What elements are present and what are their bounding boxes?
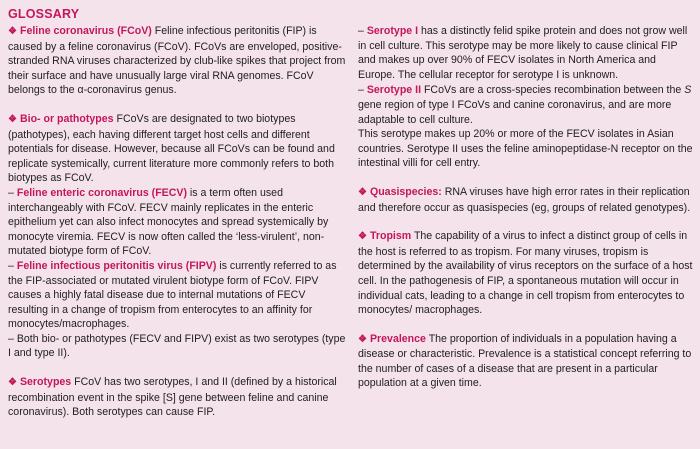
entry-tropism [358,229,694,318]
definition-fcov: Feline infectious peritonitis (FIP) is caused by a feline coronavirus (FCoV). FCoVs are enveloped, positive-stranded RNA viruses characterized by club-like spikes that project from their surface and have unusually large viral RNA genomes. FCoV belongs to the α-coronavirus genus. [8,25,346,97]
term-biotypes: Bio- or pathotypes [19,112,114,125]
definition-serotype-1: has a distinctly felid spike protein and does not grow well in cell culture. This serotype may be more likely to cause clinical FIP and makes up over 90% of FECV isolates in North America and Europe. The cellular receptor for serotype I is unknown. [358,25,688,81]
definition-serotype-2-c: This serotype makes up 20% or more of the FECV isolates in Asian countries. Serotype II uses the feline aminopeptidase-N receptor on the intestinal villi for cell entry. [358,128,693,170]
diamond-cross-icon: ❖ [358,333,367,345]
term-quasispecies: Quasispecies: [369,185,442,198]
dash-serotype-1: – [358,25,367,37]
term-serotype-2: Serotype II [366,84,422,97]
term-fcov: Feline coronavirus (FCoV) [19,25,152,37]
diamond-cross-icon: ❖ [358,186,367,198]
definition-fipv: is currently referred to as the FIP-associated or mutated virulent biotype form of FCoV. FIPV causes a highly fatal disease due to internal mutations of FECV resulting in a change of tropism from enterocytes to an affinity for monocytes/macrophages. [8,259,337,331]
entry-fcov [8,24,346,98]
gene-name: S [684,84,692,97]
definition-biotypes: FCoVs are designated to two biotypes (pathotypes), each having different target host cells and different potentials for disease. However, because all FCoVs can be found and replicate systemically, current literature more commonly refers to both biotypes as FCoV. [8,112,335,185]
diamond-cross-icon: ❖ [358,231,367,243]
dash-fipv: – [8,259,17,272]
entry-prevalence [358,332,694,391]
term-fipv: Feline infectious peritonitis virus (FIPV) [16,259,217,272]
term-tropism: Tropism [369,230,412,243]
definition-quasispecies: RNA viruses have high error rates in their replication and therefore occur as quasispecies (eg, groups of related genotypes). [358,185,691,214]
dash-serotype-2: – [358,84,367,97]
note-both-biotypes: – Both bio- or pathotypes (FECV and FIPV) exist as two serotypes (type I and type II). [8,332,346,360]
term-serotype-1: Serotype I [366,25,419,37]
entry-serotype-2 [358,83,694,171]
term-prevalence: Prevalence [369,332,426,345]
definition-prevalence: The proportion of individuals in a population having a disease or characteristic. Prevalence is a statistical concept referring to the number of cases of a disease that are present in a particular population at a given time. [358,332,692,390]
term-serotypes: Serotypes [19,376,72,389]
glossary-title: GLOSSARY [8,7,80,21]
left-column [8,24,346,434]
diamond-cross-icon: ❖ [8,113,17,125]
dash-fecv: – [8,186,17,199]
entry-serotypes [8,375,346,420]
right-column [358,24,694,405]
entry-biotypes [8,112,346,361]
entry-serotype-1 [358,24,694,82]
entry-quasispecies [358,185,694,215]
term-fecv: Feline enteric coronavirus (FECV) [16,186,187,199]
definition-fecv: is a term often used interchangeably with FCoV. FECV mainly replicates in the enteric epithelium yet can also infect monocytes and spread systemically by monocyte viremia. FECV is now often called the ‘less-virulent’, non-mutated biotype form of FCoV. [8,186,329,258]
definition-serotypes: FCoV has two serotypes, I and II (defined by a historical recombination event in the spike [S] gene between feline and canine coronavirus). Both serotypes can cause FIP. [8,376,337,419]
definition-serotype-2-b: gene region of type I FCoVs and canine coronavirus, and are more adaptable to cell culture. [358,98,672,126]
diamond-cross-icon: ❖ [8,377,17,389]
diamond-cross-icon: ❖ [8,26,17,37]
definition-tropism: The capability of a virus to infect a distinct group of cells in the host is referred to as tropism. For many viruses, tropism is determined by the availability of virus receptors on the surface of a host cell. In the pathogenesis of FIP, a spontaneous mutation will occur in individual cats, leading to a change in cell tropism from enterocytes to monocytes/ macrophages. [358,230,693,317]
definition-serotype-2-a: FCoVs are a cross-species recombination between the [421,84,685,97]
